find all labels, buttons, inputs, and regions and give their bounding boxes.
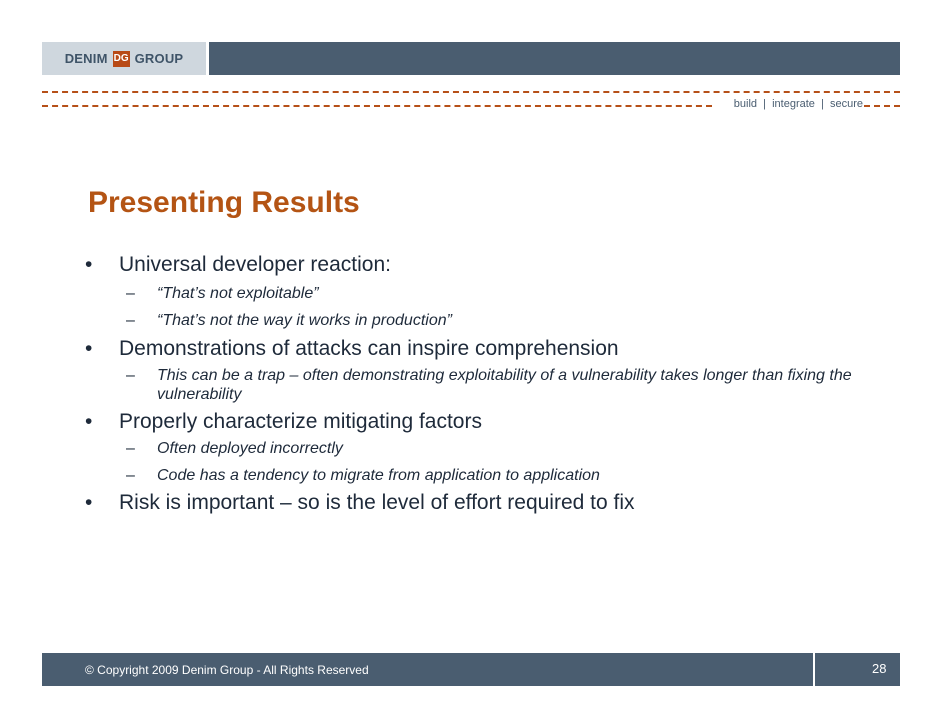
bullet-item: • Properly characterize mitigating factors [85, 410, 482, 433]
logo-mark-icon: DG [113, 51, 130, 67]
sub-bullet-text: “That’s not the way it works in production” [157, 312, 452, 329]
dashed-rule-top [42, 91, 900, 93]
page-number: 28 [872, 661, 887, 676]
dashed-rule-left [42, 105, 712, 107]
logo-word-left: DENIM [64, 51, 108, 66]
logo-word-right: GROUP [134, 51, 184, 66]
sub-bullet-text: Code has a tendency to migrate from application to application [157, 467, 600, 484]
page-number-box [815, 653, 900, 686]
sub-bullet-item: – “That’s not exploitable” [126, 285, 319, 302]
bullet-text: Demonstrations of attacks can inspire comprehension [119, 337, 619, 360]
sub-bullet-text: “That’s not exploitable” [157, 285, 319, 302]
sub-bullet-item: – Often deployed incorrectly [126, 440, 343, 457]
copyright-text: © Copyright 2009 Denim Group - All Rights Reserved [85, 663, 369, 677]
sub-bullet-text: Often deployed incorrectly [157, 440, 343, 457]
sub-bullet-text: This can be a trap – often demonstrating exploitability of a vulnerability takes longer than fixing the vulnerability [157, 367, 852, 403]
bullet-item: • Universal developer reaction: [85, 253, 391, 276]
dashed-rule-right [864, 105, 900, 107]
bullet-item: • Demonstrations of attacks can inspire comprehension [85, 337, 619, 360]
logo-divider [206, 42, 209, 75]
bullet-item: • Risk is important – so is the level of effort required to fix [85, 491, 635, 514]
bullet-text: Properly characterize mitigating factors [119, 410, 482, 433]
bullet-list [85, 252, 885, 515]
sub-bullet-item: – Code has a tendency to migrate from application to application [126, 467, 600, 484]
denim-group-logo [42, 42, 206, 75]
bullet-text: Risk is important – so is the level of effort required to fix [119, 491, 635, 514]
slide-title: Presenting Results [88, 186, 360, 219]
tagline: build | integrate | secure [733, 98, 863, 110]
sub-bullet-item: – This can be a trap – often demonstrating exploitability of a vulnerability takes longer than fixing the vulnerability [126, 367, 852, 403]
sub-bullet-item: – “That’s not the way it works in production” [126, 312, 452, 329]
bullet-text: Universal developer reaction: [119, 253, 391, 276]
